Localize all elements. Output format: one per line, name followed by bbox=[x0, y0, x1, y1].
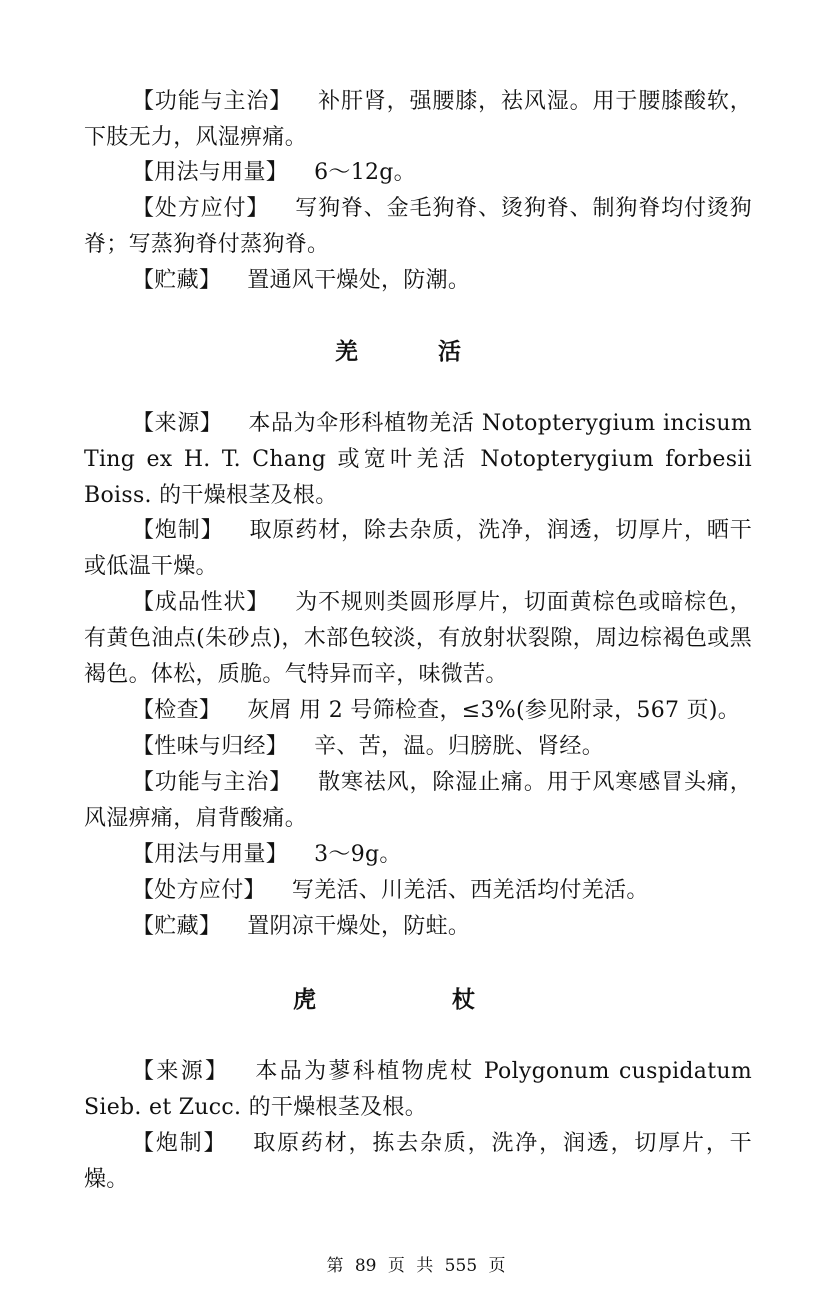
paragraph-nature bbox=[84, 729, 752, 765]
field-text: 6～12g。 bbox=[314, 160, 416, 185]
field-text: 写羌活、川羌活、西羌活均付羌活。 bbox=[291, 878, 649, 903]
paragraph-dosage bbox=[84, 837, 752, 873]
field-label: 【来源】 bbox=[132, 411, 223, 436]
field-label: 【功能与主治】 bbox=[132, 89, 293, 114]
field-label: 【处方应付】 bbox=[132, 878, 266, 903]
paragraph-processing bbox=[84, 1126, 752, 1198]
field-label: 【贮藏】 bbox=[132, 268, 222, 293]
field-label: 【成品性状】 bbox=[132, 590, 270, 615]
paragraph-source bbox=[84, 1054, 752, 1126]
paragraph-storage bbox=[84, 909, 752, 945]
field-text: 写狗脊、金毛狗脊、烫狗脊、制狗脊均付烫狗脊；写蒸狗脊付蒸狗脊。 bbox=[84, 196, 752, 257]
field-text: 补肝肾，强腰膝，祛风湿。用于腰膝酸软，下肢无力，风湿痹痛。 bbox=[84, 89, 752, 150]
field-text: 本品为蓼科植物虎杖 Polygonum cuspidatum Sieb. et Zucc. 的干燥根茎及根。 bbox=[84, 1059, 752, 1120]
paragraph-dosage bbox=[84, 155, 752, 191]
field-text: 散寒祛风，除湿止痛。用于风寒感冒头痛，风湿痹痛，肩背酸痛。 bbox=[84, 770, 752, 831]
field-label: 【用法与用量】 bbox=[132, 160, 289, 185]
field-text: 取原药材，除去杂质，洗净，润透，切厚片，晒干或低温干燥。 bbox=[84, 518, 753, 579]
page-number: 第 89 页 共 555 页 bbox=[326, 1256, 506, 1276]
paragraph-inspection bbox=[84, 693, 752, 729]
paragraph-function bbox=[84, 765, 752, 837]
paragraph-source bbox=[84, 406, 752, 514]
field-text: 取原药材，拣去杂质，洗净，润透，切厚片，干燥。 bbox=[84, 1131, 752, 1192]
paragraph-prescription bbox=[84, 191, 752, 263]
section-title-huzhang: 虎 杖 bbox=[292, 986, 539, 1013]
field-label: 【炮制】 bbox=[132, 1131, 228, 1156]
paragraph-processing bbox=[84, 513, 752, 585]
field-label: 【检查】 bbox=[132, 698, 222, 723]
field-label: 【功能与主治】 bbox=[132, 770, 293, 795]
field-text: 为不规则类圆形厚片，切面黄棕色或暗棕色，有黄色油点(朱砂点)，木部色较淡，有放射状裂隙，周边棕褐色或黑褐色。体松，质脆。气特异而辛，味微苦。 bbox=[84, 590, 752, 687]
paragraph-prescription bbox=[84, 873, 752, 909]
field-label: 【炮制】 bbox=[132, 518, 224, 543]
field-text: 灰屑 用 2 号筛检查，≤3%(参见附录，567 页)。 bbox=[247, 698, 741, 723]
field-label: 【处方应付】 bbox=[132, 196, 270, 221]
paragraph-storage bbox=[84, 263, 752, 299]
field-label: 【性味与归经】 bbox=[132, 734, 289, 759]
field-label: 【来源】 bbox=[132, 1059, 230, 1084]
field-text: 本品为伞形科植物羌活 Notopterygium incisum Ting ex H. T. Chang 或宽叶羌活 Notopterygium forbesii Boiss. 的干燥根茎及根。 bbox=[84, 411, 753, 508]
field-text: 置阴凉干燥处，防蛀。 bbox=[247, 914, 471, 939]
section-title-qianghuo: 羌 活 bbox=[334, 338, 497, 365]
paragraph-description bbox=[84, 585, 752, 693]
field-label: 【用法与用量】 bbox=[132, 842, 289, 867]
paragraph-function bbox=[84, 84, 752, 156]
field-text: 置通风干燥处，防潮。 bbox=[247, 268, 471, 293]
field-label: 【贮藏】 bbox=[132, 914, 222, 939]
field-text: 3～9g。 bbox=[314, 842, 402, 867]
field-text: 辛、苦，温。归膀胱、肾经。 bbox=[314, 734, 605, 759]
